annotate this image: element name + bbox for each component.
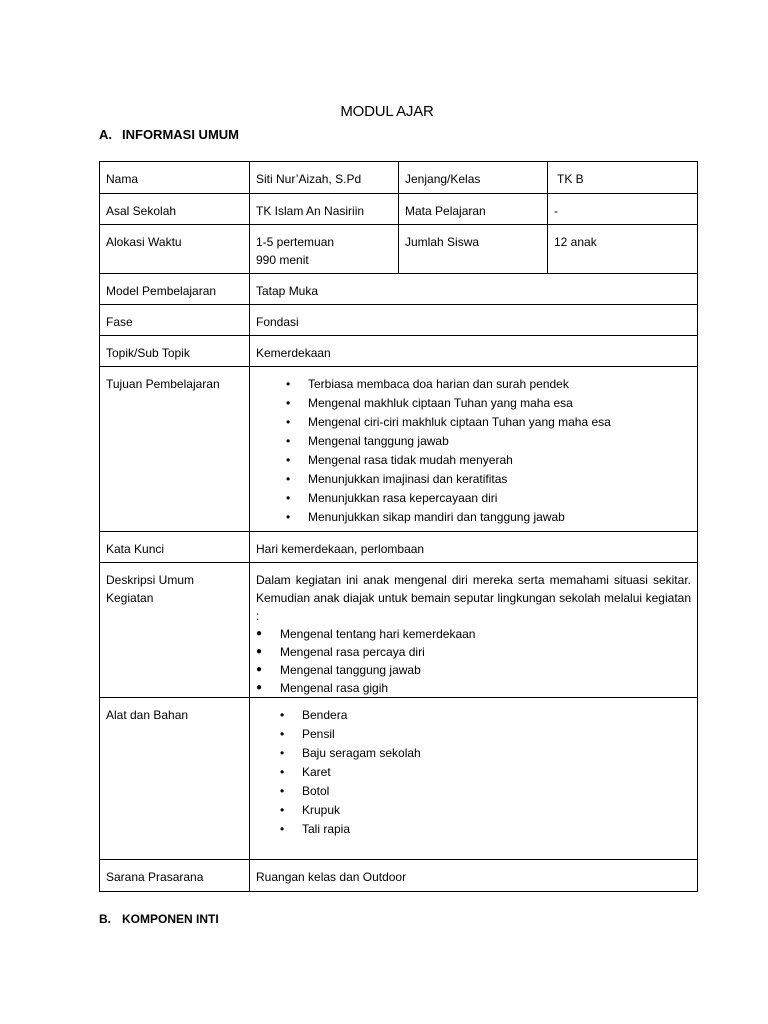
mata-pelajaran-value: - <box>548 194 698 225</box>
list-item: ● Mengenal tentang hari kemerdekaan <box>280 625 691 643</box>
topik-value: Kemerdekaan <box>250 336 698 367</box>
table-row <box>100 367 698 532</box>
list-item: • Bendera <box>302 706 691 725</box>
table-row <box>100 698 698 860</box>
section-heading-informasi-umum <box>99 127 239 142</box>
table-row <box>100 194 698 225</box>
list-item: • Menunjukkan imajinasi dan keratifitas <box>308 470 691 489</box>
table-row <box>100 162 698 194</box>
alokasi-waktu-line: 1-5 pertemuan <box>256 235 335 249</box>
deskripsi-value <box>250 563 698 698</box>
section-label: INFORMASI UMUM <box>122 127 239 142</box>
table-row <box>100 860 698 892</box>
asal-sekolah-label: Asal Sekolah <box>100 194 250 225</box>
list-item: • Mengenal makhluk ciptaan Tuhan yang maha esa <box>308 394 691 413</box>
jumlah-siswa-value: 12 anak <box>548 225 698 274</box>
sarana-prasarana-label: Sarana Prasarana <box>100 860 250 892</box>
informasi-umum-table <box>99 161 698 892</box>
section-number: B. <box>99 912 111 926</box>
list-item: ● Mengenal tanggung jawab <box>280 661 691 679</box>
section-label: KOMPONEN INTI <box>122 912 219 926</box>
list-item: • Mengenal tanggung jawab <box>308 432 691 451</box>
table-row <box>100 274 698 305</box>
table-row <box>100 532 698 563</box>
deskripsi-label: Deskripsi Umum Kegiatan <box>100 563 250 698</box>
nama-label: Nama <box>100 162 250 194</box>
nama-value: Siti Nur’Aizah, S.Pd <box>250 162 399 194</box>
kata-kunci-value: Hari kemerdekaan, perlombaan <box>250 532 698 563</box>
jenjang-value <box>548 162 698 194</box>
list-item: • Botol <box>302 782 691 801</box>
table-row <box>100 305 698 336</box>
list-item: ● Mengenal rasa percaya diri <box>280 643 691 661</box>
fase-value: Fondasi <box>250 305 698 336</box>
list-item: • Mengenal rasa tidak mudah menyerah <box>308 451 691 470</box>
kata-kunci-label: Kata Kunci <box>100 532 250 563</box>
list-item: ● Mengenal rasa gigih <box>280 679 691 697</box>
mata-pelajaran-label: Mata Pelajaran <box>399 194 548 225</box>
document-title: MODUL AJAR <box>340 103 434 120</box>
list-item: • Karet <box>302 763 691 782</box>
asal-sekolah-value: TK Islam An Nasiriin <box>250 194 399 225</box>
list-item: • Tali rapia <box>302 820 691 839</box>
topik-label: Topik/Sub Topik <box>100 336 250 367</box>
list-item: • Menunjukkan rasa kepercayaan diri <box>308 489 691 508</box>
model-pembelajaran-value: Tatap Muka <box>250 274 698 305</box>
tujuan-pembelajaran-value <box>250 367 698 532</box>
deskripsi-list <box>256 625 691 697</box>
table-row <box>100 563 698 698</box>
deskripsi-text: Dalam kegiatan ini anak mengenal diri mereka serta memahami situasi sekitar. Kemudian anak diajak untuk bemain seputar lingkungan sekolah melalui kegiatan : <box>256 573 691 623</box>
list-item: • Pensil <box>302 725 691 744</box>
section-heading-komponen-inti <box>99 912 219 926</box>
list-item: • Menunjukkan sikap mandiri dan tanggung jawab <box>308 508 691 527</box>
tujuan-list <box>256 375 691 527</box>
sarana-prasarana-value: Ruangan kelas dan Outdoor <box>250 860 698 892</box>
list-item: • Terbiasa membaca doa harian dan surah pendek <box>308 375 691 394</box>
alat-bahan-list <box>256 706 691 839</box>
alokasi-waktu-label: Alokasi Waktu <box>100 225 250 274</box>
section-number: A. <box>99 127 112 142</box>
tujuan-pembelajaran-label: Tujuan Pembelajaran <box>100 367 250 532</box>
alat-bahan-label: Alat dan Bahan <box>100 698 250 860</box>
jenjang-label: Jenjang/Kelas <box>399 162 548 194</box>
model-pembelajaran-label: Model Pembelajaran <box>100 274 250 305</box>
alat-bahan-value <box>250 698 698 860</box>
jenjang-value-text: TK B <box>557 172 584 186</box>
alokasi-waktu-line: 990 menit <box>256 253 309 267</box>
fase-label: Fase <box>100 305 250 336</box>
list-item: • Krupuk <box>302 801 691 820</box>
jumlah-siswa-label: Jumlah Siswa <box>399 225 548 274</box>
alokasi-waktu-value <box>250 225 399 274</box>
list-item: • Baju seragam sekolah <box>302 744 691 763</box>
table-row <box>100 225 698 274</box>
table-row <box>100 336 698 367</box>
list-item: • Mengenal ciri-ciri makhluk ciptaan Tuhan yang maha esa <box>308 413 691 432</box>
